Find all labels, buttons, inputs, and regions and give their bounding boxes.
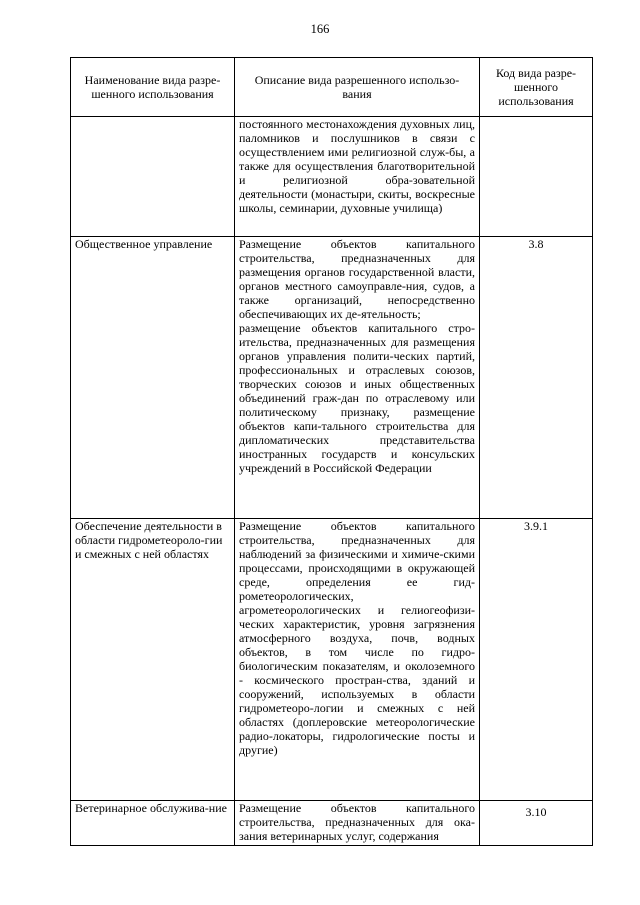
- header-description: Описание вида разрешенного использо- вания: [235, 58, 480, 117]
- use-name-cell: [71, 117, 235, 237]
- table-row: [71, 519, 593, 801]
- land-use-table: [70, 57, 593, 846]
- page-number: 166: [310, 22, 330, 36]
- use-description-cell: постоянного местонахождения духовных лиц, паломников и послушников в связи с осуществлением ими религиозной служ-бы, а также для осуществления благотворительной и религиозной обра-зовательной деятельности (монастыри, скиты, воскресные школы, семинарии, духовные училища): [235, 117, 480, 237]
- table-header-row: [71, 58, 593, 117]
- use-code-cell: 3.9.1: [480, 519, 593, 801]
- use-description-cell: Размещение объектов капитального строительства, предназначенных для наблюдений за физическими и химиче-скими процессами, происходящими в окружающей среде, определения ее гид-рометеорологических, агрометеорологических и гелиогеофизи-ческих характеристик, уровня загрязнения атмосферного воздуха, почв, водных объектов, в том числе по гидро-биологическим показателям, и околоземного - космического простран-ства, зданий и сооружений, используемых в области гидрометеоро-логии и смежных с ней областях (доплеровские метеорологические радио-локаторы, гидрологические посты и другие): [235, 519, 480, 801]
- use-code-cell: 3.10: [480, 801, 593, 846]
- header-name: Наименование вида разре- шенного использования: [71, 58, 235, 117]
- table-row: [71, 801, 593, 846]
- table-row: [71, 237, 593, 519]
- use-name-cell: Обеспечение деятельности в области гидрометеороло-гии и смежных с ней областях: [71, 519, 235, 801]
- use-description-cell: Размещение объектов капитального строительства, предназначенных для ока-зания ветеринарных услуг, содержания: [235, 801, 480, 846]
- use-name-cell: Ветеринарное обслужива-ние: [71, 801, 235, 846]
- table-row: [71, 117, 593, 237]
- use-code-cell: 3.8: [480, 237, 593, 519]
- use-description-cell: Размещение объектов капитального строительства, предназначенных для размещения органов государственной власти, органов местного самоуправле-ния, судов, а также организаций, непосредственно обеспечивающих их де-ятельность; размещение объектов капитального стро-ительства, предназначенных для размещения органов управления полити-ческих партий, профессиональных и отраслевых союзов, творческих союзов и иных общественных объединений граж-дан по отраслевому или политическому признаку, размещение объектов капи-тального строительства для дипломатических представительства иностранных государств и консульских учреждений в Российской Федерации: [235, 237, 480, 519]
- header-code: Код вида разре- шенного использования: [480, 58, 593, 117]
- use-name-cell: Общественное управление: [71, 237, 235, 519]
- use-code-cell: [480, 117, 593, 237]
